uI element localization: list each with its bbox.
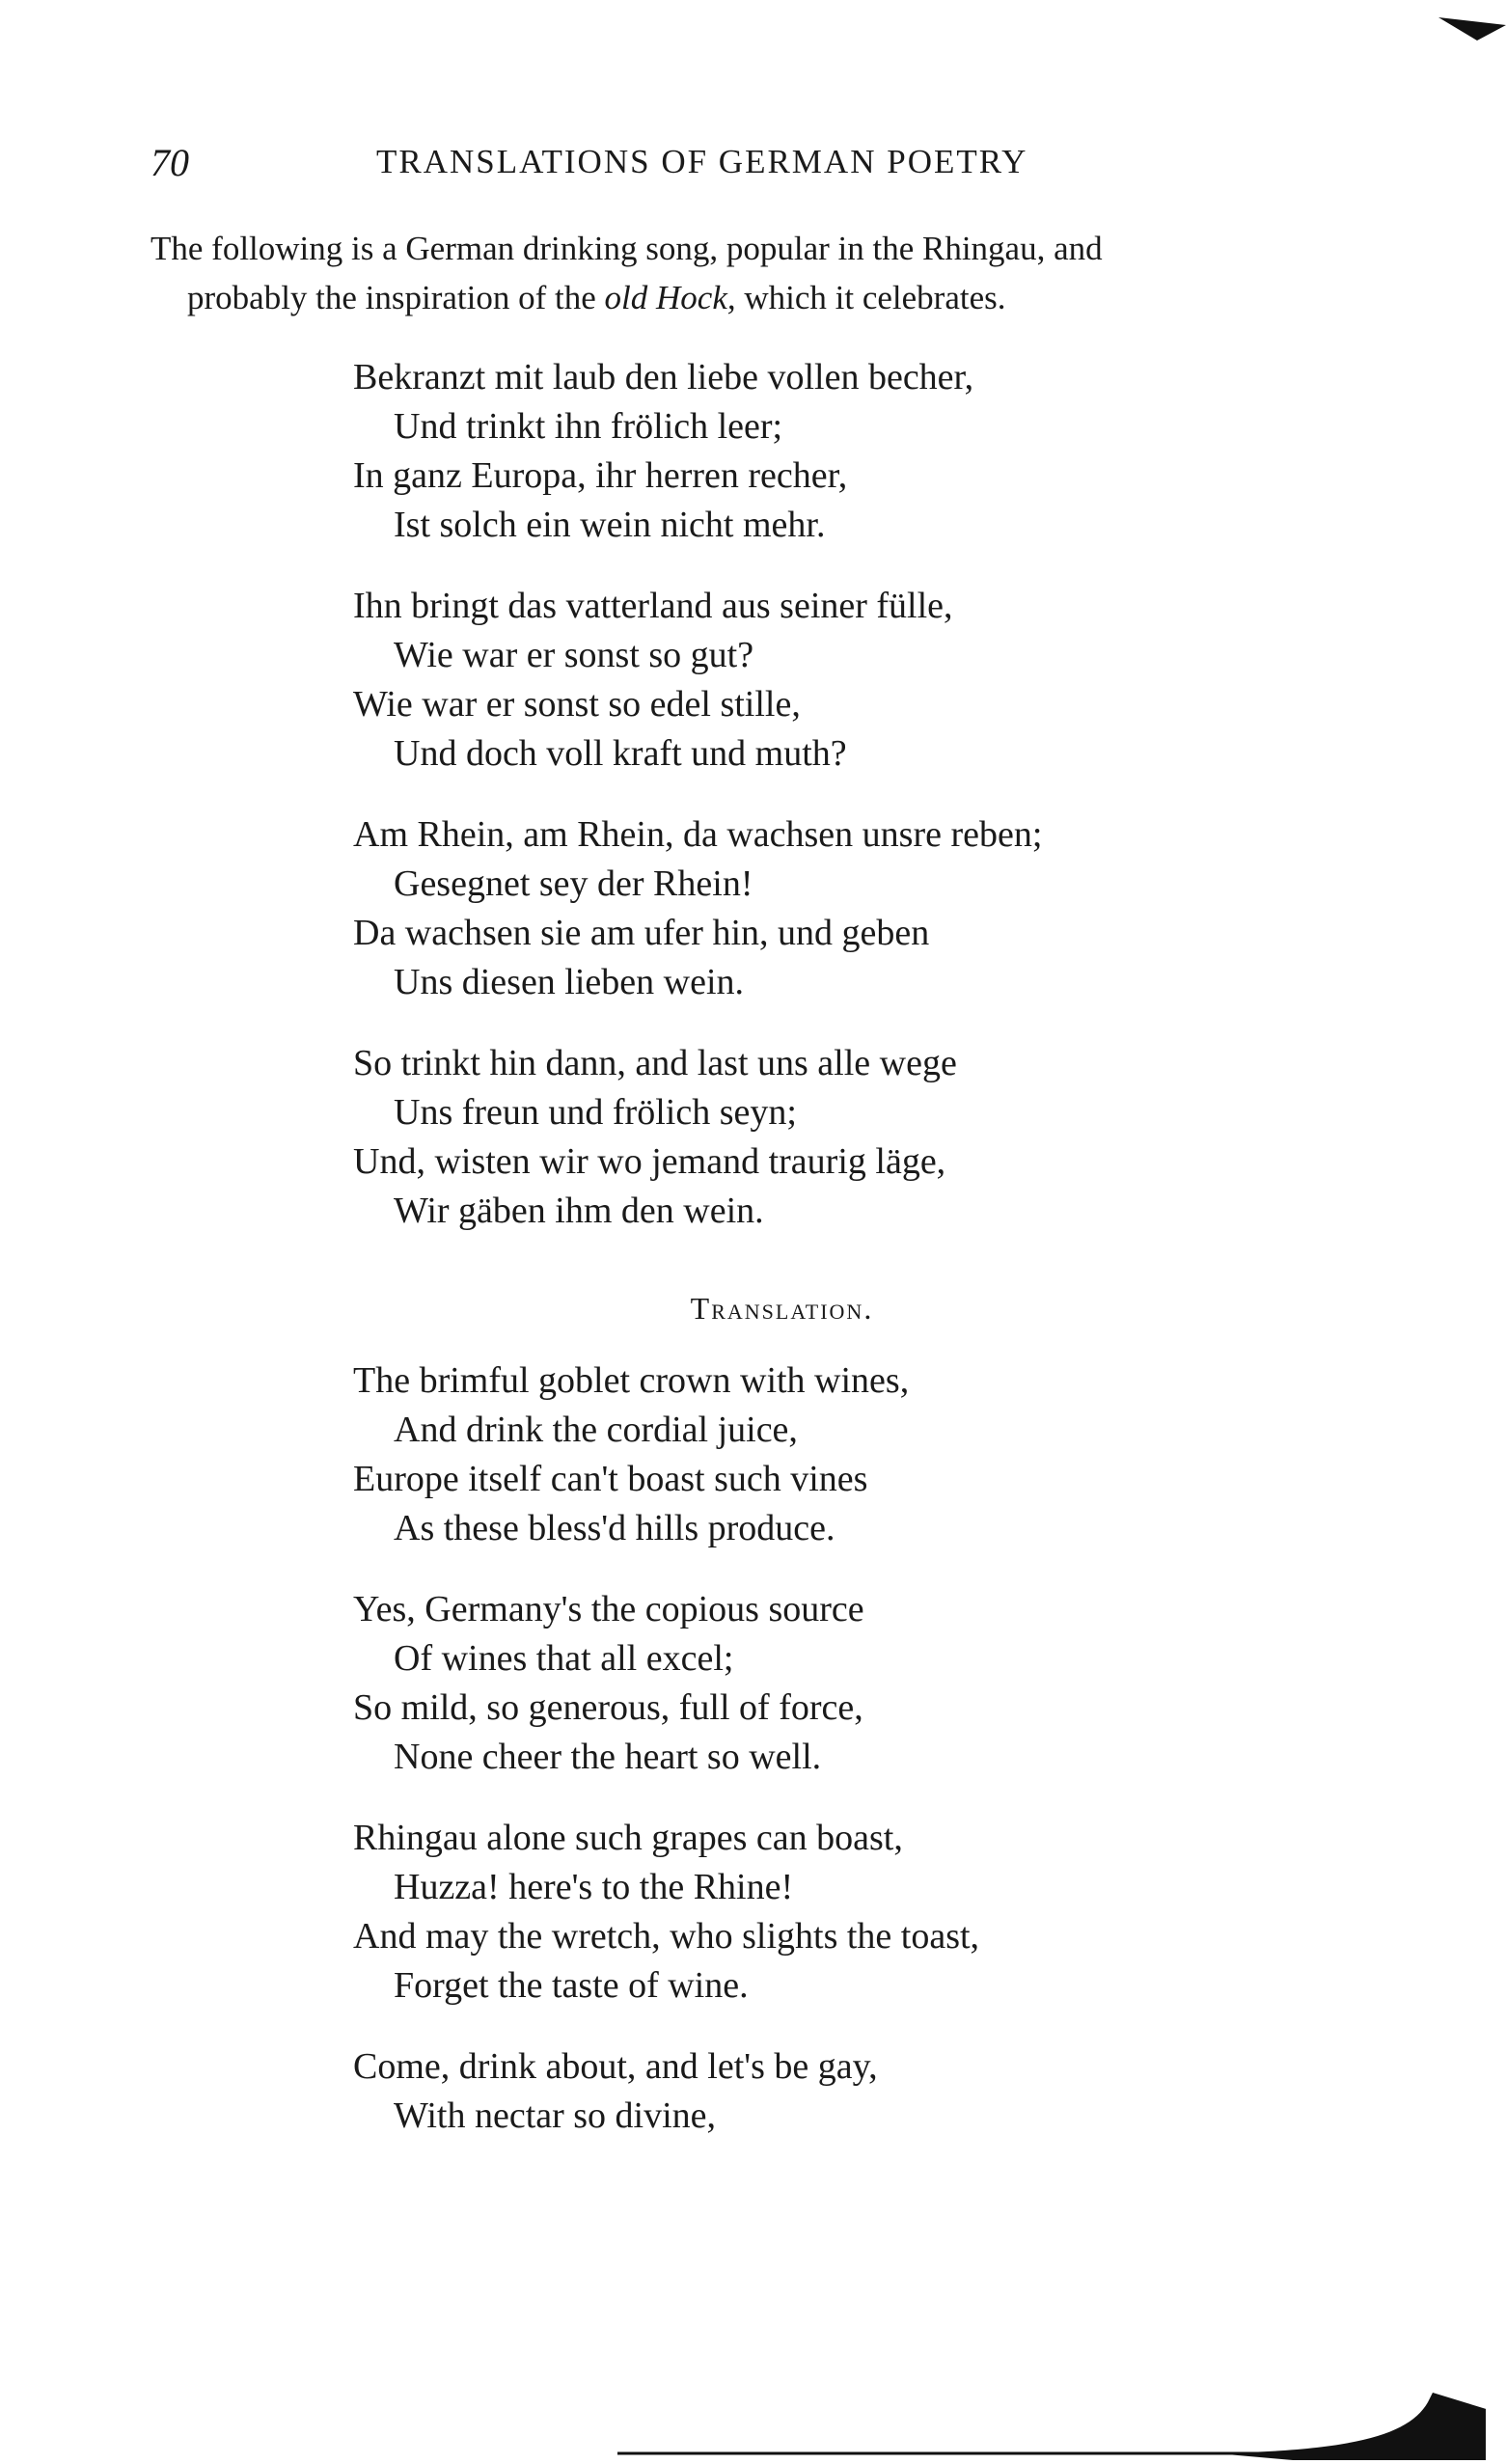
verse-line: And may the wretch, who slights the toast, [353,1916,980,1957]
verse-line: Und, wisten wir wo jemand traurig läge, [353,1141,946,1182]
verse-line: Ist solch ein wein nicht mehr. [394,505,826,545]
verse-line: So trinkt hin dann, and last uns alle wege [353,1043,957,1083]
verse-line: Wie war er sonst so edel stille, [353,684,801,725]
intro-line-1: The following is a German drinking song, popular in the Rhingau, and [151,230,1103,267]
verse-line: The brimful goblet crown with wines, [353,1360,910,1401]
translation-heading [0,1291,1506,1327]
page-bottom-mark [617,2354,1486,2460]
translation-stanza [353,1356,1318,1553]
intro-text: which it celebrates. [735,279,1006,316]
german-stanza [353,1039,1318,1236]
verse-line: Und trinkt ihn frölich leer; [394,406,783,447]
german-poem [353,353,1318,1236]
verse-line: With nectar so divine, [394,2095,717,2136]
translation-poem [353,1356,1318,2141]
running-title: TRANSLATIONS OF GERMAN POETRY [376,143,1028,180]
translation-stanza [353,1585,1318,1782]
intro-line-2 [151,273,1356,322]
verse-line: Yes, Germany's the copious source [353,1589,864,1629]
verse-line: Wie war er sonst so gut? [394,635,754,675]
verse-line: So mild, so generous, full of force, [353,1687,863,1728]
translation-stanza [353,2042,1318,2141]
intro-text: probably the inspiration of the [187,279,605,316]
verse-line: Gesegnet sey der Rhein! [394,863,753,904]
german-stanza [353,582,1318,779]
verse-line: As these bless'd hills produce. [394,1508,835,1548]
verse-line: Ihn bringt das vatterland aus seiner fülle, [353,586,953,626]
verse-line: Bekranzt mit laub den liebe vollen becher, [353,357,974,397]
verse-line: Und doch voll kraft und muth? [394,733,847,774]
page-number: 70 [151,141,189,184]
verse-line: None cheer the heart so well. [394,1737,822,1777]
page-corner-mark [1438,12,1506,41]
verse-line: Wir gäben ihm den wein. [394,1191,764,1231]
verse-line: In ganz Europa, ihr herren recher, [353,455,848,496]
intro-paragraph [151,224,1356,322]
verse-line: Huzza! here's to the Rhine! [394,1867,794,1907]
verse-line: Come, drink about, and let's be gay, [353,2046,878,2087]
verse-line: And drink the cordial juice, [394,1410,798,1450]
verse-line: Uns freun und frölich seyn; [394,1092,797,1133]
verse-line: Of wines that all excel; [394,1638,734,1679]
verse-line: Rhingau alone such grapes can boast, [353,1818,903,1858]
intro-italic-text: old Hock, [604,279,736,316]
german-stanza [353,353,1318,550]
verse-line: Da wachsen sie am ufer hin, und geben [353,913,930,953]
verse-line: Am Rhein, am Rhein, da wachsen unsre reben; [353,814,1043,855]
translation-stanza [353,1814,1318,2011]
verse-line: Uns diesen lieben wein. [394,962,745,1002]
verse-line: Forget the taste of wine. [394,1965,749,2006]
translation-heading-text: Translation. [690,1291,874,1326]
german-stanza [353,810,1318,1007]
verse-line: Europe itself can't boast such vines [353,1459,868,1499]
